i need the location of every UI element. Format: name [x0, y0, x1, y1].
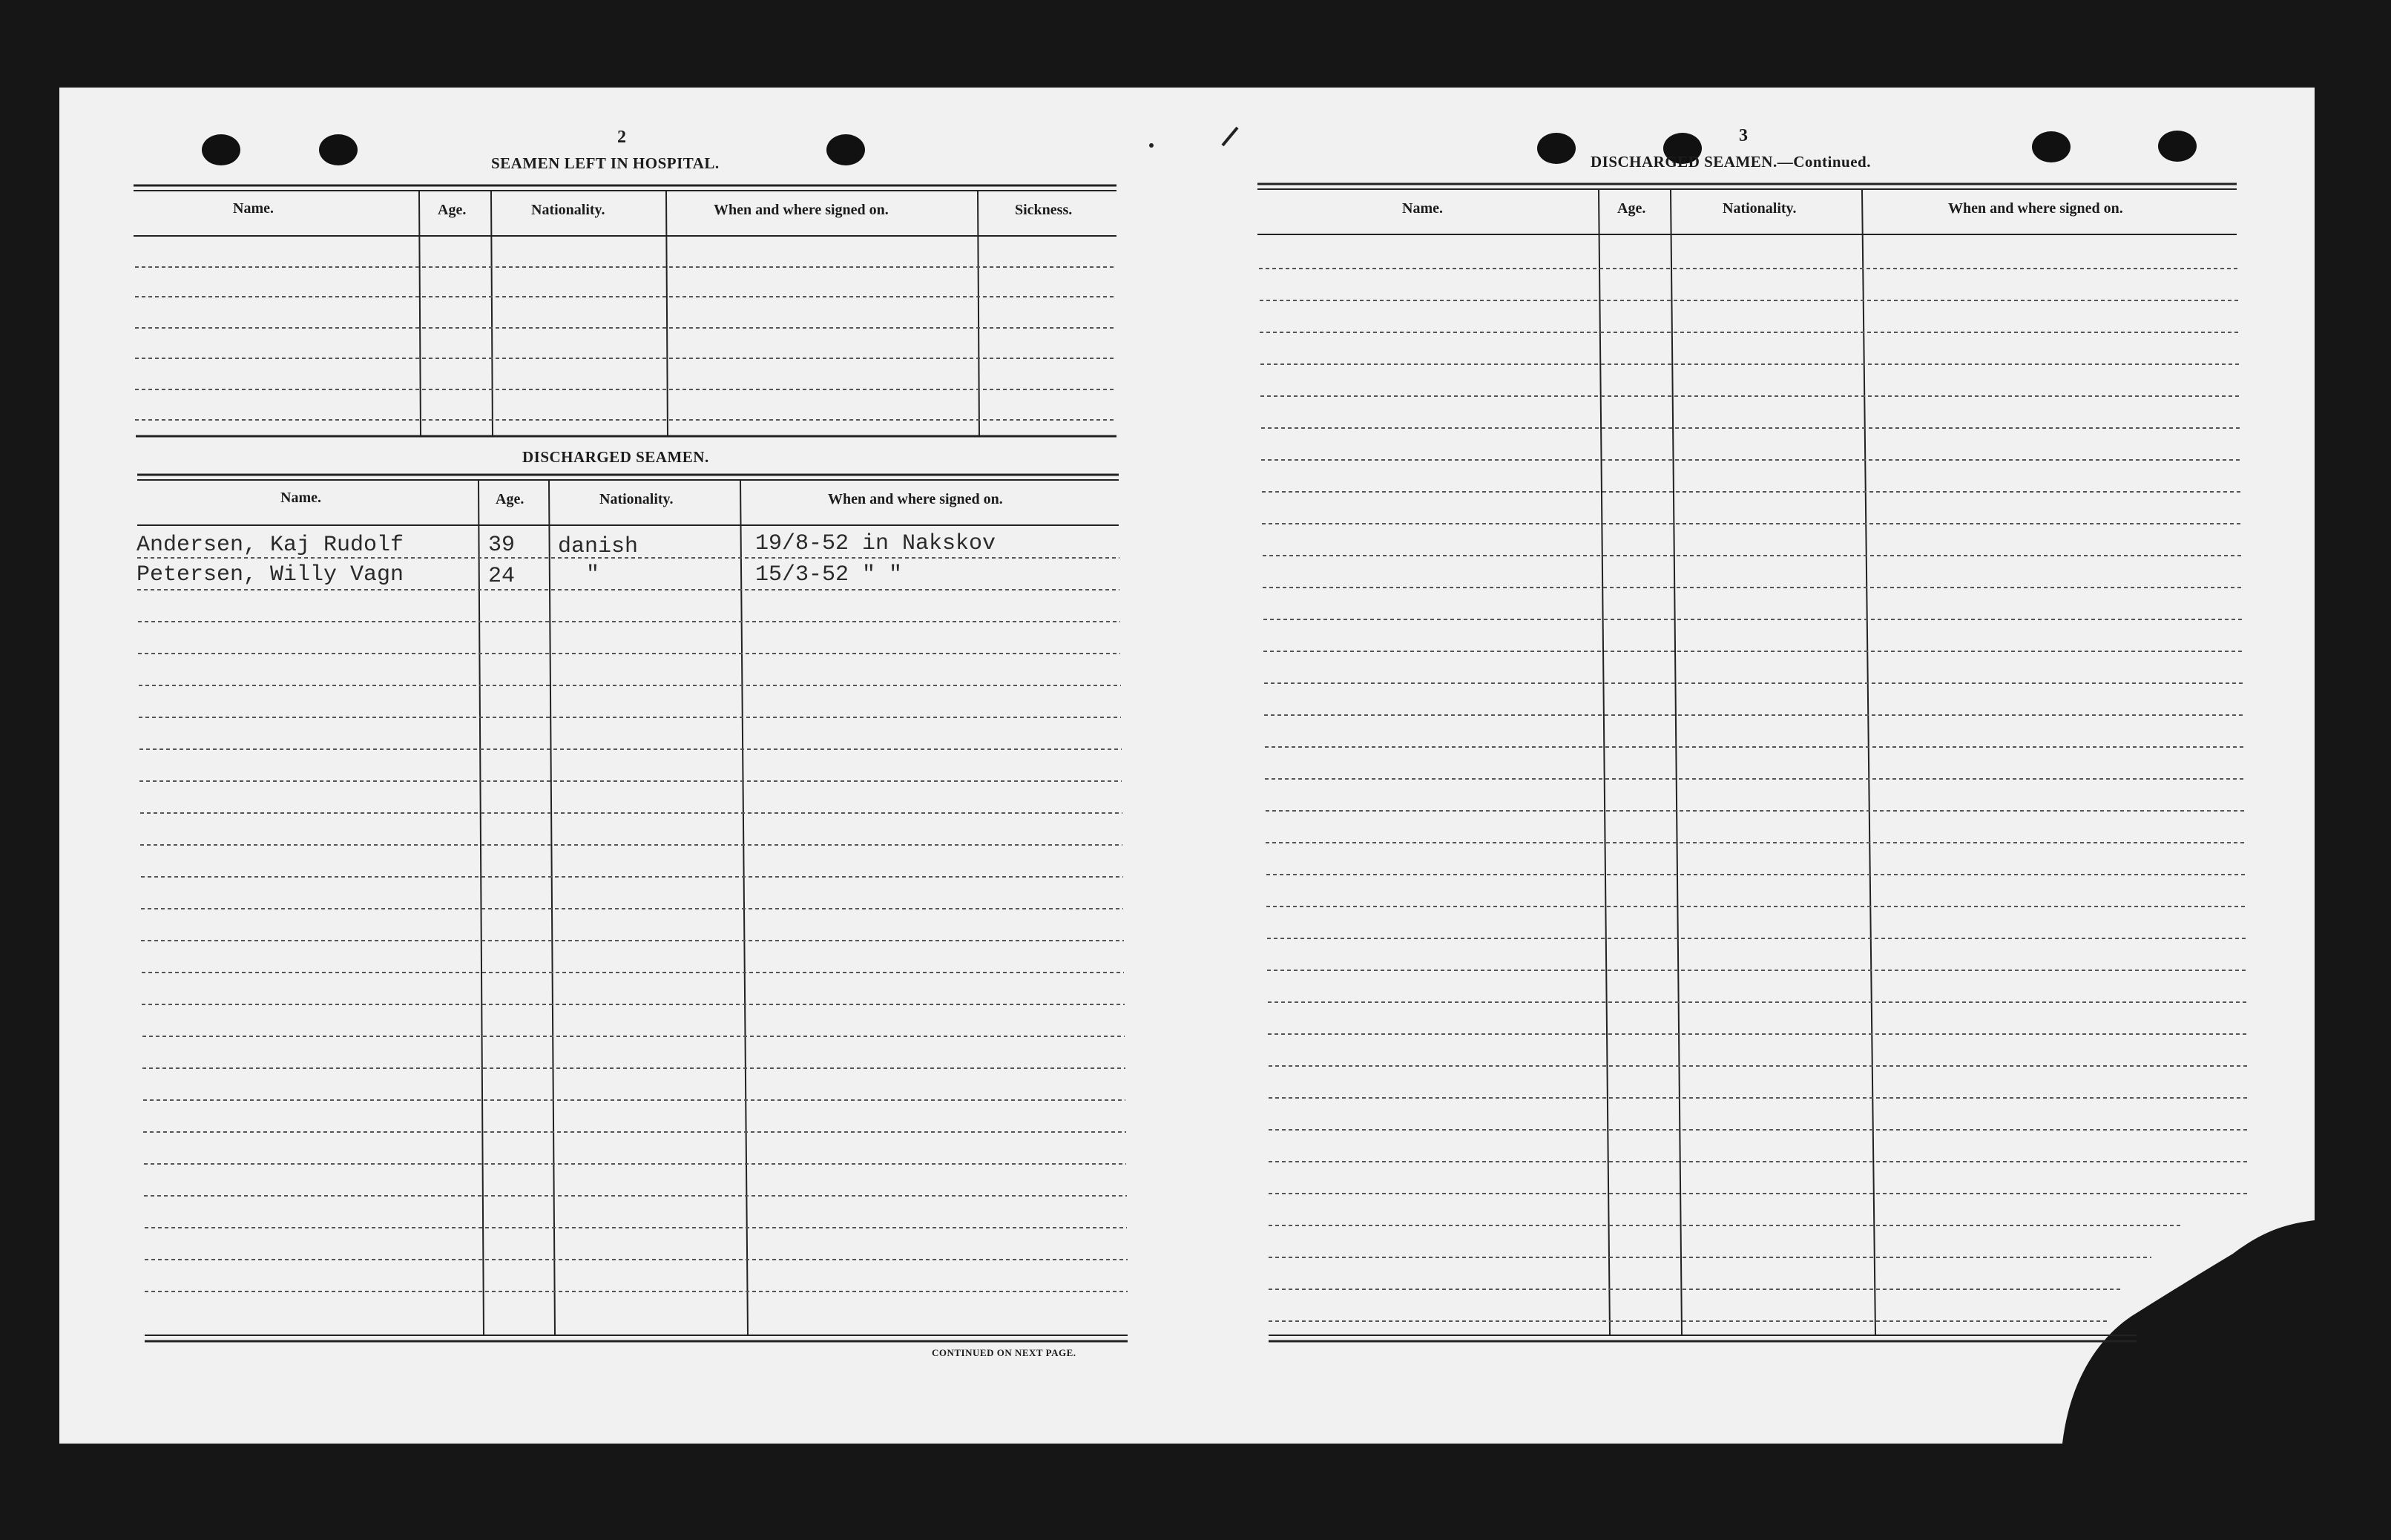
left-page-number: 2 — [617, 128, 626, 147]
row1-name: Andersen, Kaj Rudolf — [137, 533, 404, 558]
continued-table-dotted-rows — [1259, 269, 2248, 1321]
discharged-col-name: Name. — [280, 490, 321, 506]
row2-nationality: " — [586, 562, 600, 588]
hospital-col-name: Name. — [233, 200, 274, 217]
continued-footer-note: CONTINUED ON NEXT PAGE. — [932, 1347, 1076, 1358]
hospital-col-nationality: Nationality. — [531, 202, 605, 218]
torn-corner — [2062, 1217, 2391, 1540]
hospital-table-dotted-rows — [135, 267, 1116, 420]
discharged-col-age: Age. — [496, 491, 524, 507]
ink-dot — [1149, 143, 1154, 148]
row1-nationality: danish — [558, 534, 639, 559]
right-page-number: 3 — [1739, 126, 1748, 145]
hospital-col-signed-on: When and where signed on. — [714, 202, 889, 218]
continued-col-age: Age. — [1617, 200, 1646, 217]
hospital-col-age: Age. — [438, 202, 467, 218]
continued-col-nationality: Nationality. — [1723, 200, 1797, 217]
row2-signed-on: 15/3-52 " " — [755, 562, 903, 588]
discharged-col-signed-on: When and where signed on. — [828, 491, 1003, 507]
row2-name: Petersen, Willy Vagn — [137, 562, 404, 588]
continued-col-signed-on: When and where signed on. — [1948, 200, 2123, 217]
continued-section-title: DISCHARGED SEAMEN.—Continued. — [1591, 153, 1871, 171]
continued-col-name: Name. — [1402, 200, 1443, 217]
pen-mark — [1223, 128, 1237, 145]
hospital-table-rules — [134, 185, 1116, 436]
discharged-col-nationality: Nationality. — [599, 491, 674, 507]
row1-signed-on: 19/8-52 in Nakskov — [755, 531, 996, 556]
hospital-section-title: SEAMEN LEFT IN HOSPITAL. — [491, 154, 720, 172]
hospital-col-sickness: Sickness. — [1015, 202, 1073, 218]
row1-age: 39 — [488, 533, 516, 558]
row2-age: 24 — [488, 564, 516, 589]
continued-table-rules — [1257, 184, 2237, 1341]
discharged-section-title: DISCHARGED SEAMEN. — [522, 448, 709, 466]
discharged-table-dotted-rows — [137, 558, 1128, 1291]
